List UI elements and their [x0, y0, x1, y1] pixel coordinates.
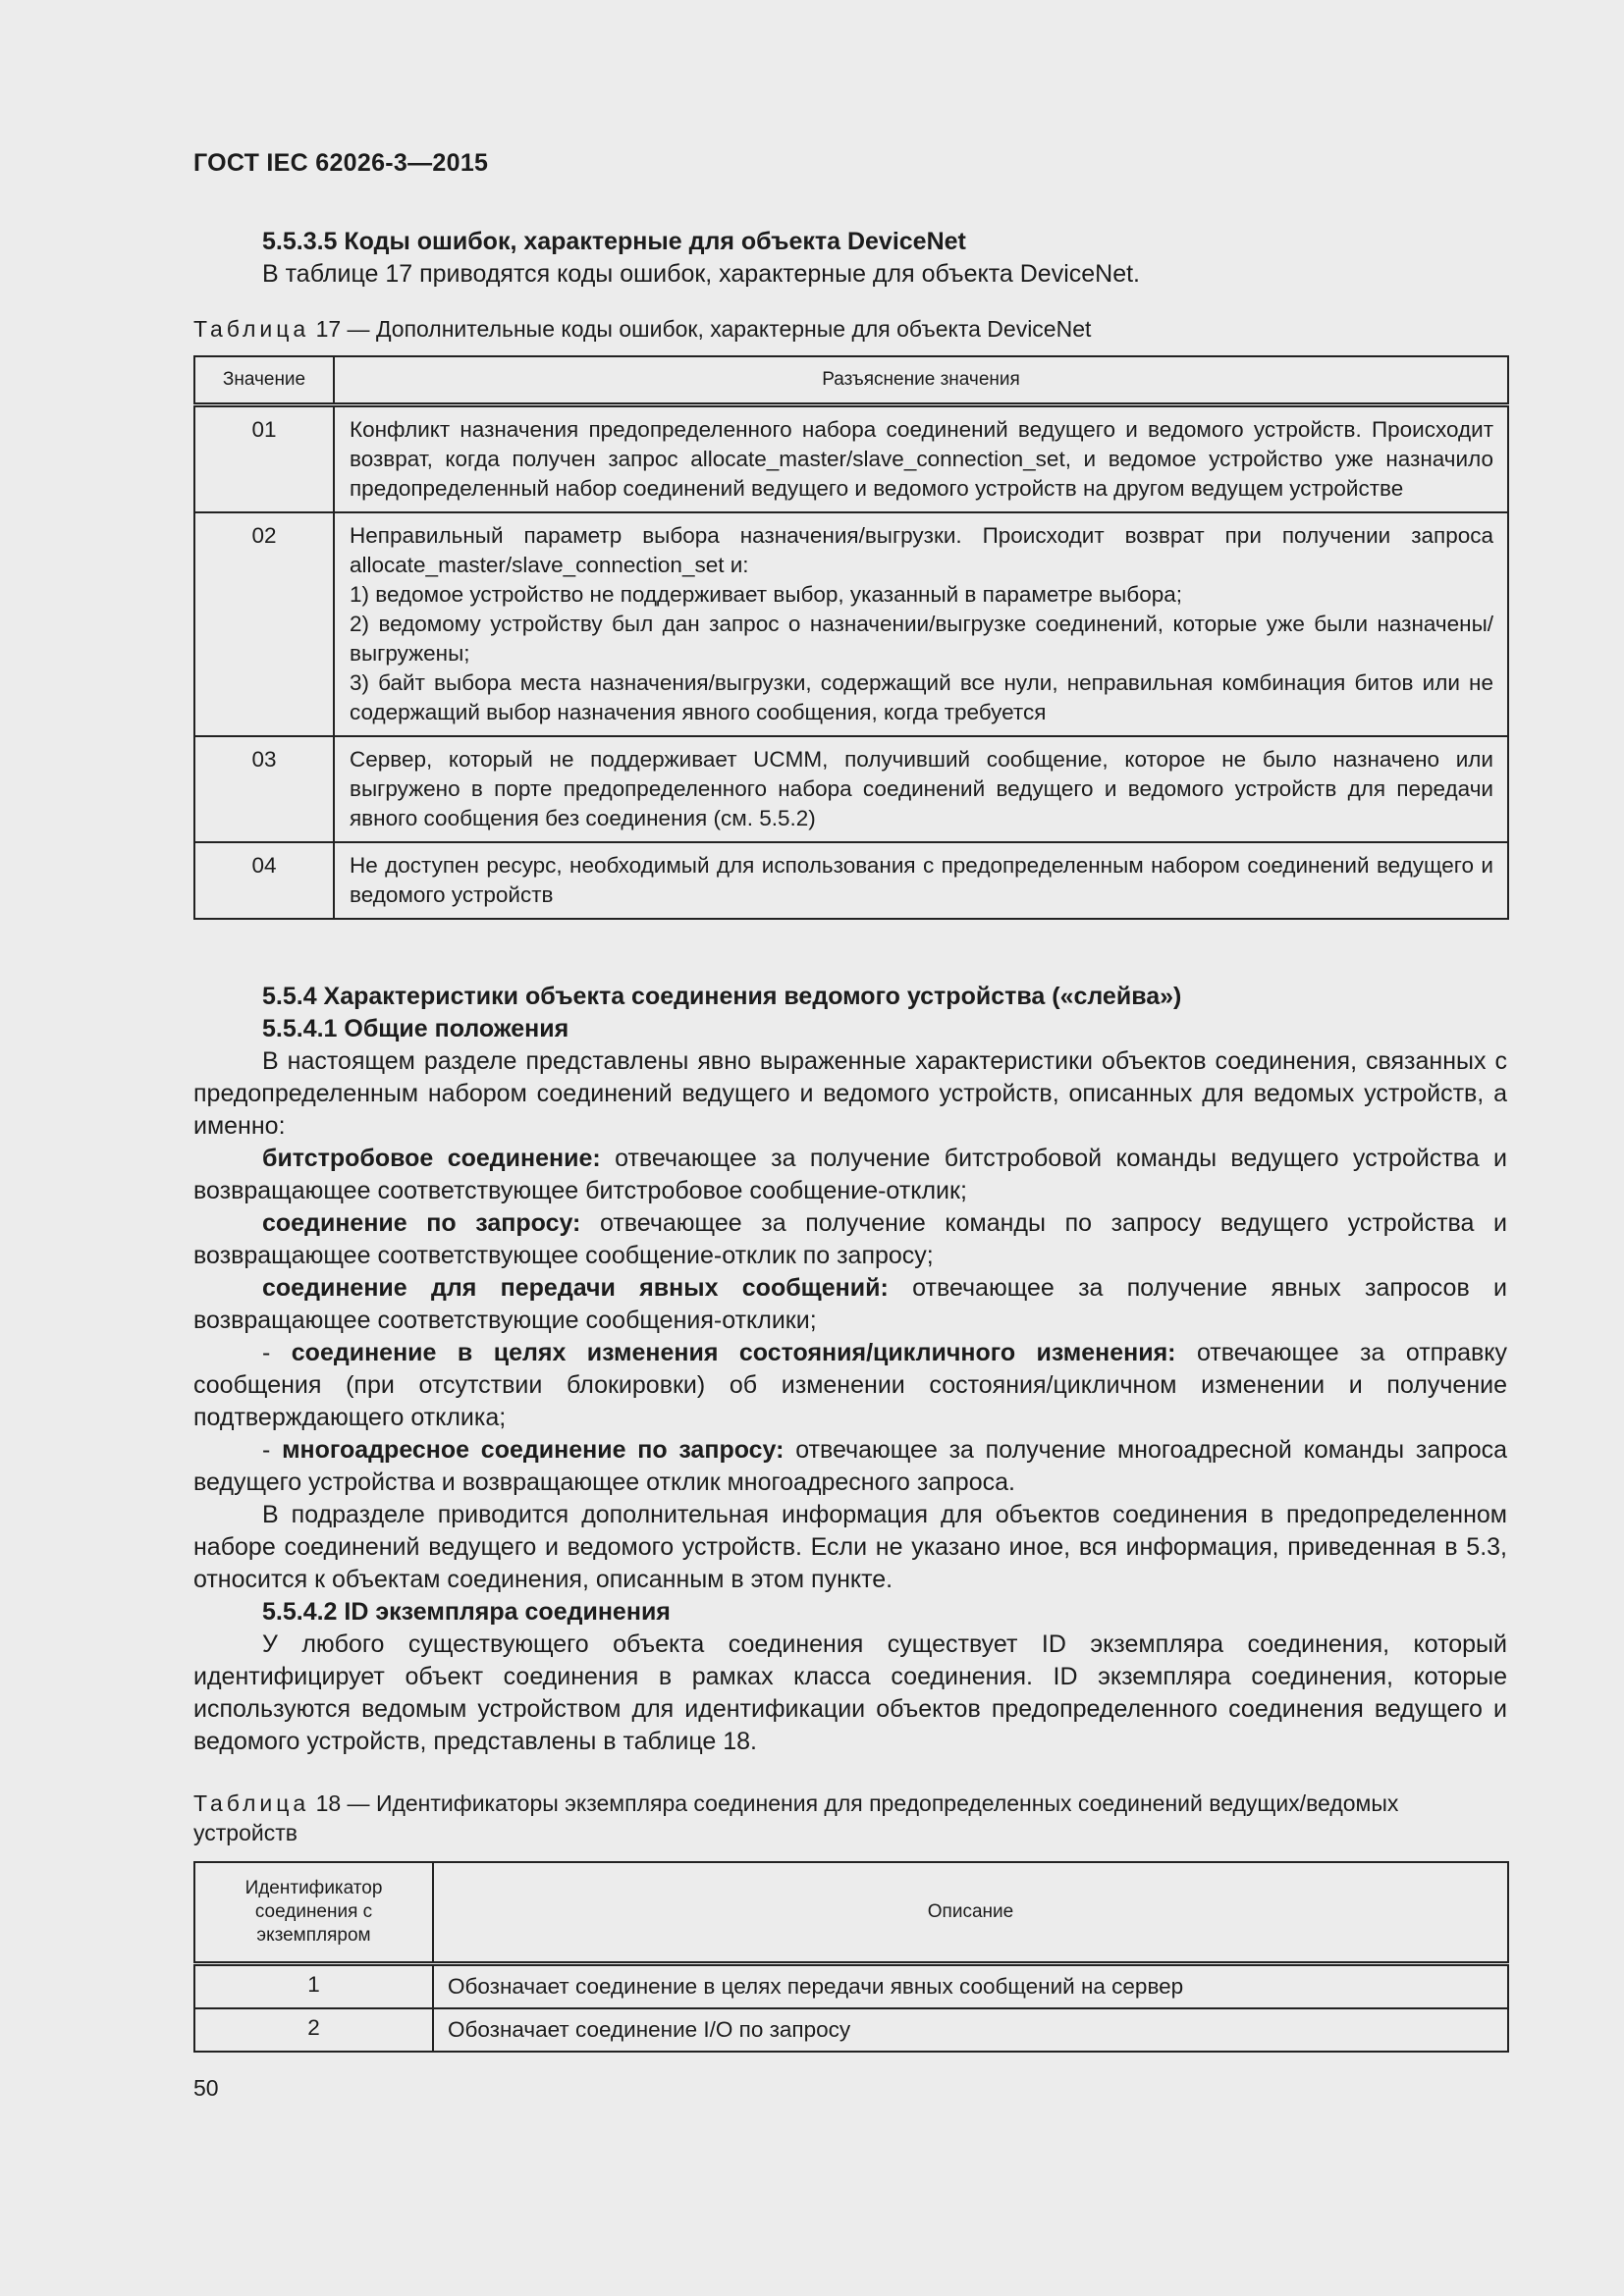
description-line: Конфликт назначения предопределенного набора соединений ведущего и ведомого устройств. Происходит возврат, когда получен запрос allocate_master/slave_connection_set, и ведомое устройство уже назначило предопределенный набор соединений ведущего и ведомого устройств на другом ведущем устройстве: [350, 417, 1493, 501]
section-title: 5.5.4 Характеристики объекта соединения ведомого устройства («слейва»): [262, 983, 1182, 1010]
definition-item: [193, 1143, 1507, 1207]
caption-text: 17 — Дополнительные коды ошибок, характерные для объекта DeviceNet: [309, 316, 1092, 342]
definition-item: [193, 1434, 1507, 1499]
section-5535: [193, 226, 1507, 291]
error-description: [334, 512, 1508, 736]
item-text: отвечающее за получение многоадресной команды запроса ведущего устройства и возвращающее отклик многоадресного запроса.: [193, 1436, 1507, 1496]
table-row: [194, 736, 1508, 842]
table-row: [194, 842, 1508, 919]
column-header-desc: Описание: [433, 1862, 1508, 1964]
error-code: 02: [194, 512, 334, 736]
paragraph: В подразделе приводится дополнительная информация для объектов соединения в предопределенном наборе соединений ведущего и ведомого устройств. Если не указано иное, вся информация, приведенная в 5.3, относится к объектам соединения, описанным в этом пункте.: [193, 1501, 1507, 1593]
paragraph: У любого существующего объекта соединения существует ID экземпляра соединения, который идентифицирует объект соединения в рамках класса соединения. ID экземпляра соединения, которые используются ведомым устройством для идентификации объектов предопределенного соединения ведущего и ведомого устройств, представлены в таблице 18.: [193, 1630, 1507, 1755]
table-row: [194, 512, 1508, 736]
description-line: Сервер, который не поддерживает UCMM, получивший сообщение, которое не было назначено или выгружено в порте предопределенного набора соединений ведущего и ведомого устройств для передачи явного сообщения без соединения (см. 5.5.2): [350, 747, 1493, 830]
item-text: отвечающее за отправку сообщения (при отсутствии блокировки) об изменении состояния/цикличном изменении и получение подтверждающего отклика;: [193, 1339, 1507, 1431]
table-row: [194, 1964, 1508, 2009]
connection-id: 1: [194, 1964, 433, 2009]
caption-text: 18 — Идентификаторы экземпляра соединения для предопределенных соединений ведущих/ведомых устройств: [193, 1790, 1399, 1845]
table-row: [194, 2008, 1508, 2052]
connection-id: 2: [194, 2008, 433, 2052]
item-term: соединение по запросу:: [262, 1209, 581, 1237]
definition-item: [193, 1207, 1507, 1272]
connection-description: Обозначает соединение в целях передачи явных сообщений на сервер: [433, 1964, 1508, 2009]
error-code: 03: [194, 736, 334, 842]
definition-item: [193, 1272, 1507, 1337]
column-header-value: Значение: [194, 356, 334, 405]
table-18: [193, 1861, 1509, 2053]
table-header-row: [194, 1862, 1508, 1964]
description-line: Неправильный параметр выбора назначения/выгрузки. Происходит возврат при получении запроса allocate_master/slave_connection_set и:: [350, 523, 1493, 577]
table-header-row: [194, 356, 1508, 405]
column-header-desc: Разъяснение значения: [334, 356, 1508, 405]
item-term: соединение в целях изменения состояния/цикличного изменения:: [291, 1339, 1176, 1366]
document-header: ГОСТ IEC 62026-3—2015: [193, 149, 489, 177]
table17-caption: [193, 314, 1507, 344]
item-term: соединение для передачи явных сообщений:: [262, 1274, 889, 1302]
item-term: битстробовое соединение:: [262, 1145, 601, 1172]
error-code: 04: [194, 842, 334, 919]
item-text: отвечающее за получение явных запросов и возвращающее соответствующие сообщения-отклики;: [193, 1274, 1507, 1334]
section-intro: В таблице 17 приводятся коды ошибок, характерные для объекта DeviceNet.: [262, 260, 1141, 288]
item-prefix: -: [262, 1436, 283, 1464]
item-text: отвечающее за получение битстробовой команды ведущего устройства и возвращающее соответствующее битстробовое сообщение-отклик;: [193, 1145, 1507, 1204]
description-line: Не доступен ресурс, необходимый для использования с предопределенным набором соединений ведущего и ведомого устройств: [350, 853, 1493, 907]
section-title: 5.5.3.5 Коды ошибок, характерные для объекта DeviceNet: [262, 228, 966, 255]
definition-item: [193, 1337, 1507, 1434]
description-line: 2) ведомому устройству был дан запрос о назначении/выгрузке соединений, которые уже были назначены/выгружены;: [350, 612, 1493, 666]
section-554: [193, 981, 1507, 1758]
item-text: отвечающее за получение команды по запросу ведущего устройства и возвращающее соответствующее сообщение-отклик по запросу;: [193, 1209, 1507, 1269]
column-header-id: Идентификатор соединения с экземпляром: [194, 1862, 433, 1964]
item-term: многоадресное соединение по запросу:: [282, 1436, 785, 1464]
page-number: 50: [193, 2075, 219, 2101]
table18-caption: [193, 1789, 1507, 1847]
table-row: [194, 405, 1508, 513]
caption-prefix: Таблица: [193, 1790, 310, 1816]
subsection-title: 5.5.4.2 ID экземпляра соединения: [262, 1598, 671, 1626]
connection-description: Обозначает соединение I/O по запросу: [433, 2008, 1508, 2052]
description-line: 3) байт выбора места назначения/выгрузки, содержащий все нули, неправильная комбинация битов или не содержащий выбор назначения явного сообщения, когда требуется: [350, 670, 1493, 724]
error-description: [334, 736, 1508, 842]
table-17: [193, 355, 1509, 920]
caption-prefix: Таблица: [193, 316, 310, 342]
error-code: 01: [194, 405, 334, 513]
description-line: 1) ведомое устройство не поддерживает выбор, указанный в параметре выбора;: [350, 582, 1182, 607]
error-description: [334, 405, 1508, 513]
subsection-title: 5.5.4.1 Общие положения: [262, 1015, 569, 1042]
item-prefix: -: [262, 1339, 292, 1366]
paragraph: В настоящем разделе представлены явно выраженные характеристики объектов соединения, связанных с предопределенным набором соединений ведущего и ведомого устройств, описанных для ведомых устройств, а именно:: [193, 1047, 1507, 1140]
error-description: [334, 842, 1508, 919]
